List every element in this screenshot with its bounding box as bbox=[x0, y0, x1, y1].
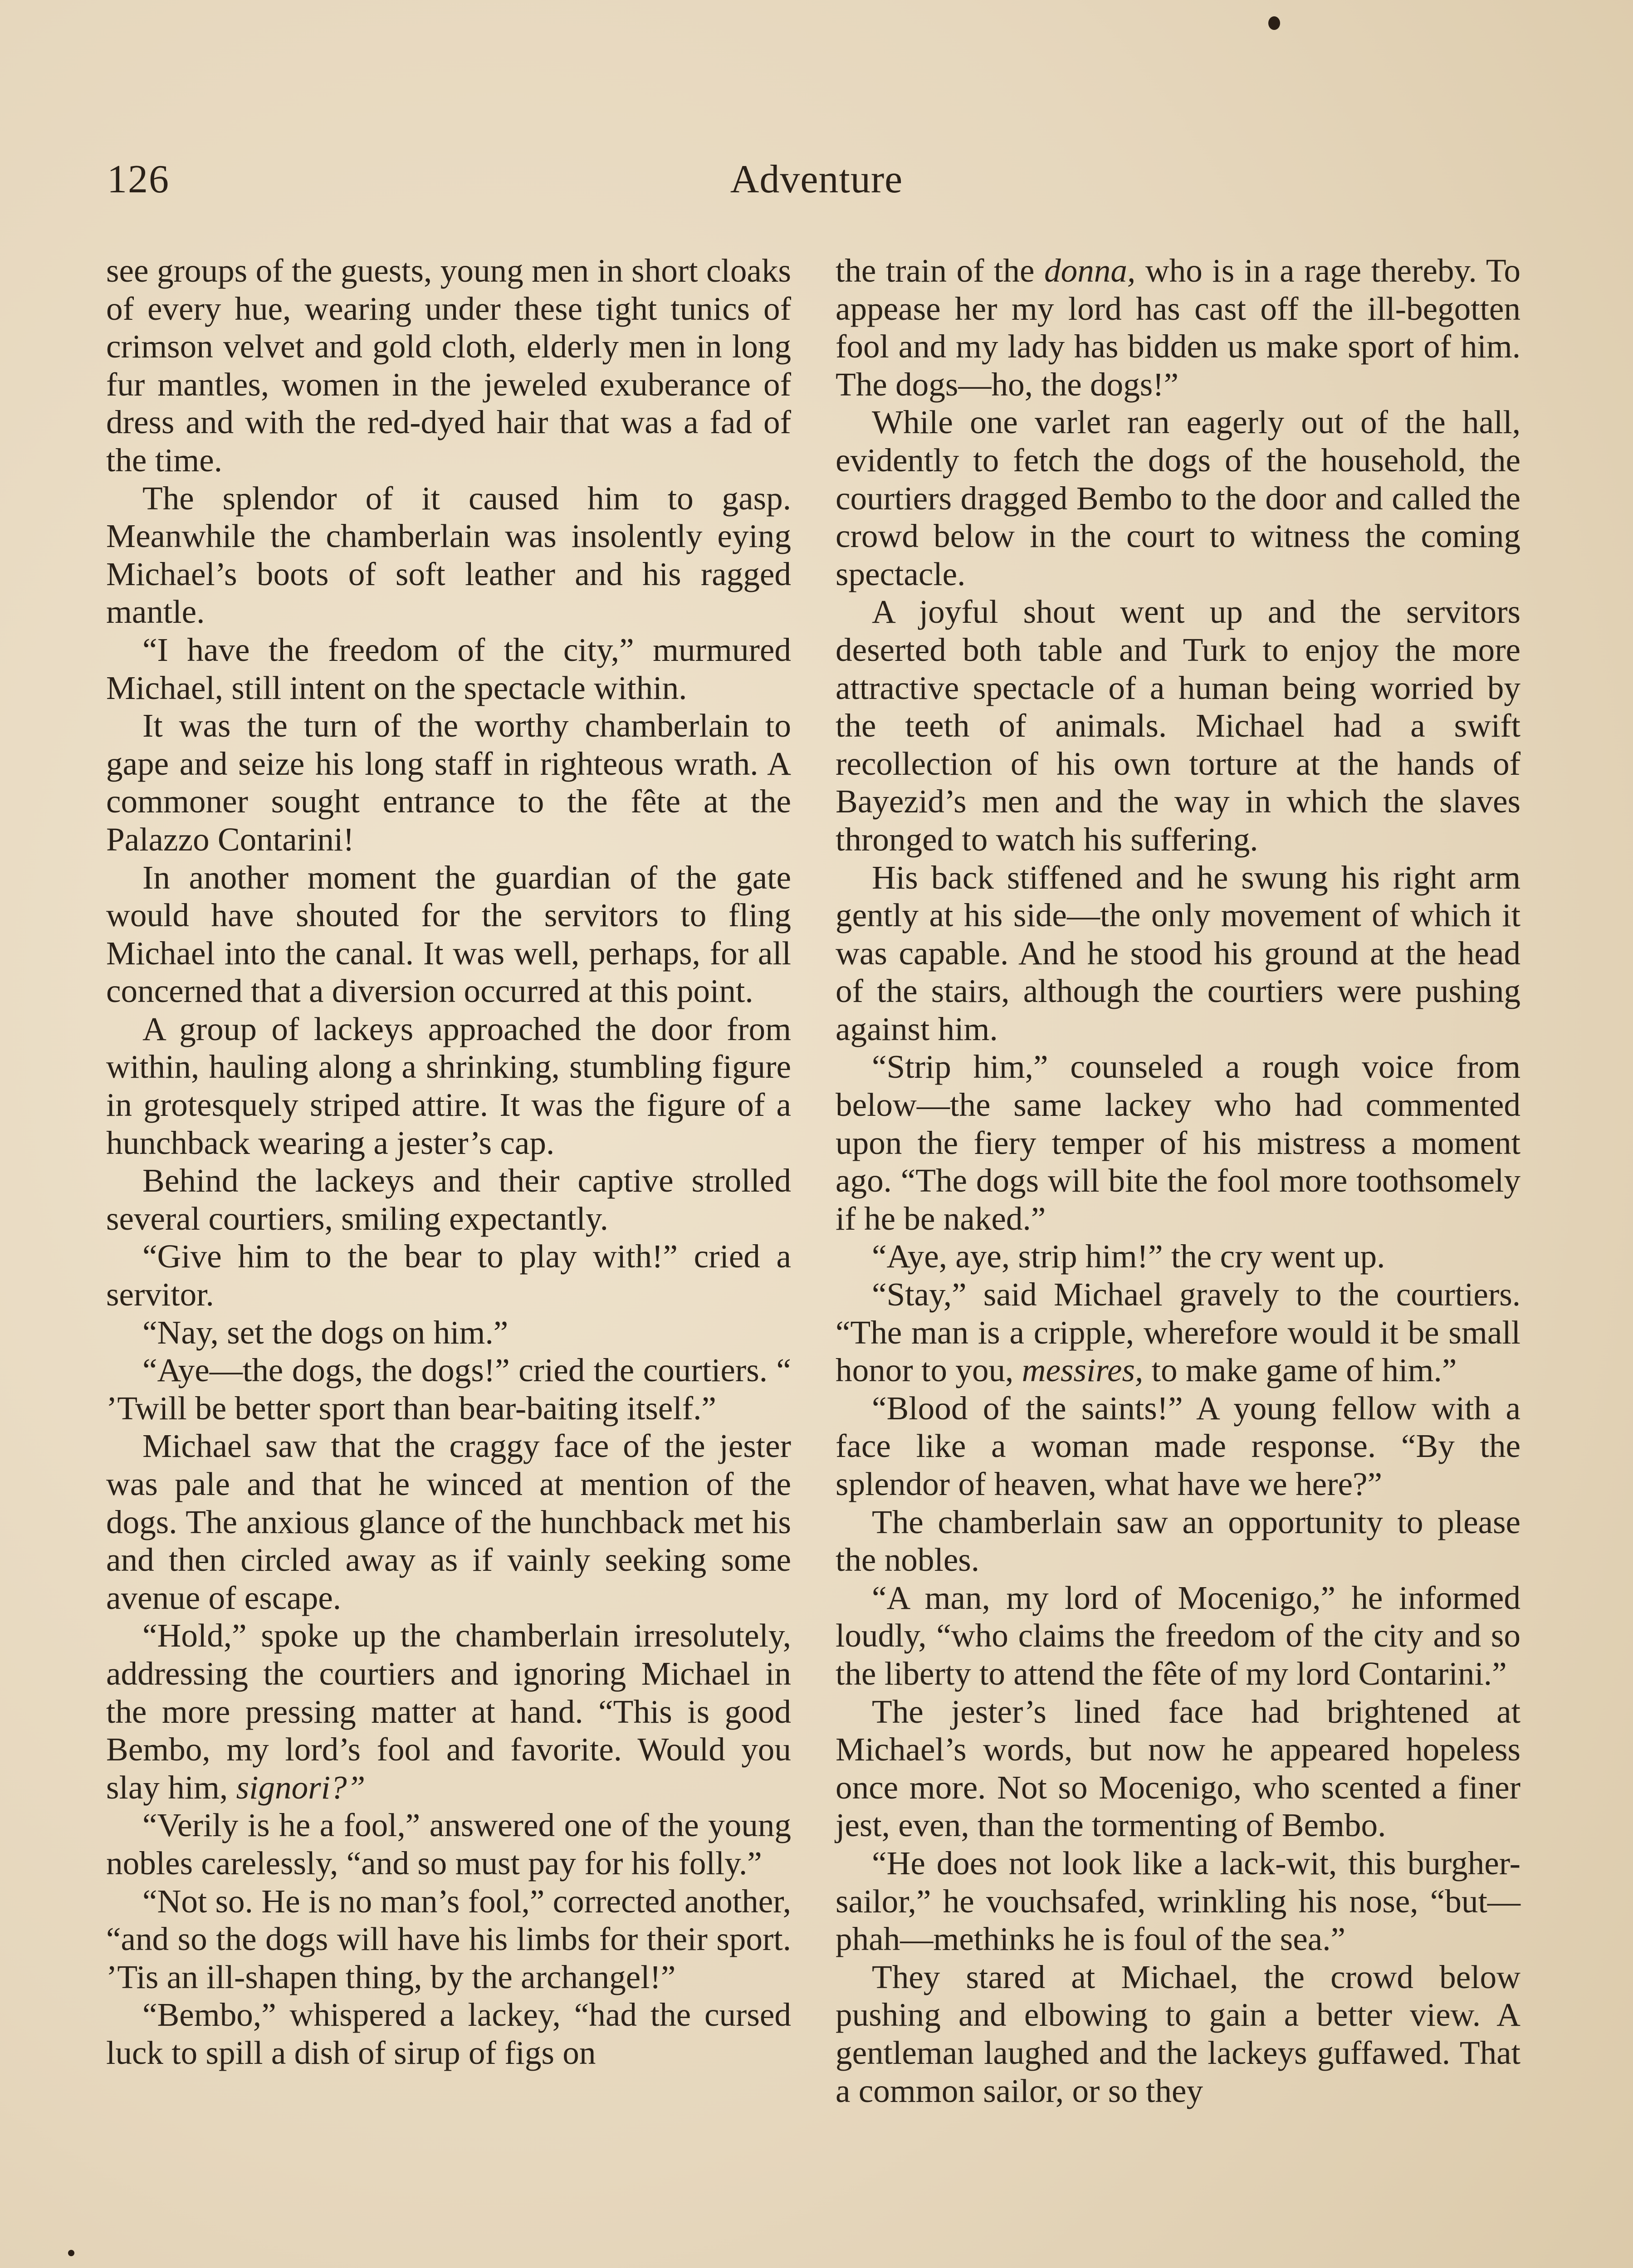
text-column-right bbox=[836, 252, 1521, 2110]
paragraph bbox=[836, 1237, 1521, 1276]
paragraph bbox=[106, 1010, 791, 1162]
paragraph bbox=[836, 1389, 1521, 1503]
paragraph-text: Michael saw that the craggy face of the jester was pale and that he winced at mention of the dogs. The anxious glance of the hunchback met his and then circled away as if vainly seeking some avenue of escape. bbox=[106, 1427, 791, 1616]
paragraph-text: “Nay, set the dogs on him.” bbox=[142, 1314, 508, 1351]
paragraph bbox=[836, 1503, 1521, 1579]
paragraph-text: “Stay,” said Michael gravely to the courtiers. “The man is a cripple, wherefore would it be small honor to you, bbox=[836, 1276, 1521, 1389]
paragraph bbox=[106, 1806, 791, 1882]
ink-speck bbox=[1268, 16, 1280, 30]
paragraph bbox=[106, 1351, 791, 1427]
paragraph-text: His back stiffened and he swung his right arm gently at his side—the only movement of which it was capable. And he stood his ground at the head of the stairs, although the courtiers were pushing against him. bbox=[836, 859, 1521, 1047]
paragraph-text: “Not so. He is no man’s fool,” corrected another, “and so the dogs will have his limbs for their sport. ’Tis an ill-shapen thing, by the archangel!” bbox=[106, 1882, 791, 1995]
paragraph-text: “Aye—the dogs, the dogs!” cried the courtiers. “ ’Twill be better sport than bear-baiting itself.” bbox=[106, 1352, 791, 1427]
paragraph-text: “Hold,” spoke up the chamberlain irresolutely, addressing the courtiers and ignoring Michael in the more pressing matter at hand. “This is good Bembo, my lord’s fool and favorite. Would you slay him, bbox=[106, 1617, 791, 1806]
paragraph bbox=[106, 1162, 791, 1237]
italic-text: donna, bbox=[1044, 252, 1136, 289]
paragraph bbox=[836, 1276, 1521, 1389]
paragraph bbox=[836, 252, 1521, 403]
paragraph-text: “He does not look like a lack-wit, this burgher-sailor,” he vouchsafed, wrinkling his nose, “but—phah—methinks he is foul of the sea.” bbox=[836, 1844, 1521, 1958]
paragraph-text: “I have the freedom of the city,” murmured Michael, still intent on the spectacle within. bbox=[106, 631, 791, 706]
italic-text: messires, bbox=[1022, 1352, 1144, 1389]
paragraph-text: “Verily is he a fool,” answered one of the young nobles carelessly, “and so must pay for his folly.” bbox=[106, 1807, 791, 1882]
paragraph bbox=[836, 1958, 1521, 2110]
paragraph bbox=[106, 631, 791, 707]
italic-text: signori?” bbox=[236, 1769, 366, 1806]
ink-speck bbox=[68, 2250, 74, 2256]
paragraph-text: who is in a rage thereby. To appease her my lord has cast off the ill-begotten fool and my lady has bidden us make sport of him. The dogs—ho, the dogs!” bbox=[836, 252, 1521, 403]
paragraph bbox=[106, 479, 791, 631]
paragraph bbox=[106, 859, 791, 1010]
paragraph-text: “Give him to the bear to play with!” cried a servitor. bbox=[106, 1238, 791, 1313]
paragraph bbox=[106, 707, 791, 858]
paragraph bbox=[106, 1996, 791, 2072]
text-column-left bbox=[106, 252, 791, 2072]
paragraph-text: A group of lackeys approached the door from within, hauling along a shrinking, stumbling figure in grotesquely striped attire. It was the figure of a hunchback wearing a jester’s cap. bbox=[106, 1010, 791, 1161]
paragraph-text: A joyful shout went up and the servitors deserted both table and Turk to enjoy the more attractive spectacle of a human being worried by the teeth of animals. Michael had a swift recollection of his own torture at the hands of Bayezid’s men and the way in which the slaves thronged to watch his suffering. bbox=[836, 593, 1521, 858]
paragraph bbox=[106, 1314, 791, 1352]
paragraph-text: see groups of the guests, young men in short cloaks of every hue, wearing under these tight tunics of crimson velvet and gold cloth, elderly men in long fur mantles, women in the jeweled exuberance of dress and with the red-dyed hair that was a fad of the time. bbox=[106, 252, 791, 479]
paragraph-text: It was the turn of the worthy chamberlain to gape and seize his long staff in righteous wrath. A commoner sought entrance to the fête at the Palazzo Contarini! bbox=[106, 707, 791, 858]
paragraph-text: the train of the bbox=[836, 252, 1035, 289]
paragraph-text: “Strip him,” counseled a rough voice from below—the same lackey who had commented upon the fiery temper of his mistress a moment ago. “The dogs will bite the fool more toothsomely if he be naked.” bbox=[836, 1048, 1521, 1237]
paragraph-text: The jester’s lined face had brightened at Michael’s words, but now he appeared hopeless once more. Not so Mocenigo, who scented a finer jest, even, than the tormenting of Bembo. bbox=[836, 1693, 1521, 1844]
paragraph bbox=[836, 593, 1521, 858]
paragraph bbox=[836, 403, 1521, 593]
paragraph bbox=[106, 1882, 791, 1996]
paragraph-text: They stared at Michael, the crowd below pushing and elbowing to gain a better view. A gentleman laughed and the lackeys guffawed. That a common sailor, or so they bbox=[836, 1958, 1521, 2109]
paragraph-text: “Bembo,” whispered a lackey, “had the cursed luck to spill a dish of sirup of figs on bbox=[106, 1996, 791, 2071]
paragraph bbox=[836, 1579, 1521, 1693]
paragraph bbox=[836, 1844, 1521, 1958]
paragraph-text: The splendor of it caused him to gasp. Meanwhile the chamberlain was insolently eying Michael’s boots of soft leather and his ragged mantle. bbox=[106, 479, 791, 631]
paragraph-text: The chamberlain saw an opportunity to please the nobles. bbox=[836, 1503, 1521, 1579]
page-number: 126 bbox=[107, 157, 170, 201]
paragraph bbox=[106, 1617, 791, 1806]
running-head: Adventure bbox=[730, 157, 903, 201]
paragraph bbox=[106, 1237, 791, 1313]
paragraph-text: In another moment the guardian of the gate would have shouted for the servitors to fling Michael into the canal. It was well, perhaps, for all concerned that a diversion occurred at this point. bbox=[106, 859, 791, 1010]
paragraph-text: “Blood of the saints!” A young fellow with a face like a woman made response. “By the splendor of heaven, what have we here?” bbox=[836, 1389, 1521, 1502]
paragraph bbox=[836, 1693, 1521, 1844]
paragraph bbox=[106, 1427, 791, 1617]
paragraph-text: “A man, my lord of Mocenigo,” he informed loudly, “who claims the freedom of the city and so the liberty to attend the fête of my lord Contarini.” bbox=[836, 1579, 1521, 1692]
paragraph bbox=[106, 252, 791, 479]
paragraph-text: to make game of him.” bbox=[1151, 1352, 1457, 1389]
paragraph-text: “Aye, aye, strip him!” the cry went up. bbox=[872, 1238, 1385, 1275]
paragraph-text: While one varlet ran eagerly out of the hall, evidently to fetch the dogs of the household, the courtiers dragged Bembo to the door and called the crowd below in the court to witness the coming spectacle. bbox=[836, 404, 1521, 592]
paragraph bbox=[836, 1048, 1521, 1237]
paragraph bbox=[836, 859, 1521, 1048]
paragraph-text: Behind the lackeys and their captive strolled several courtiers, smiling expectantly. bbox=[106, 1162, 791, 1237]
